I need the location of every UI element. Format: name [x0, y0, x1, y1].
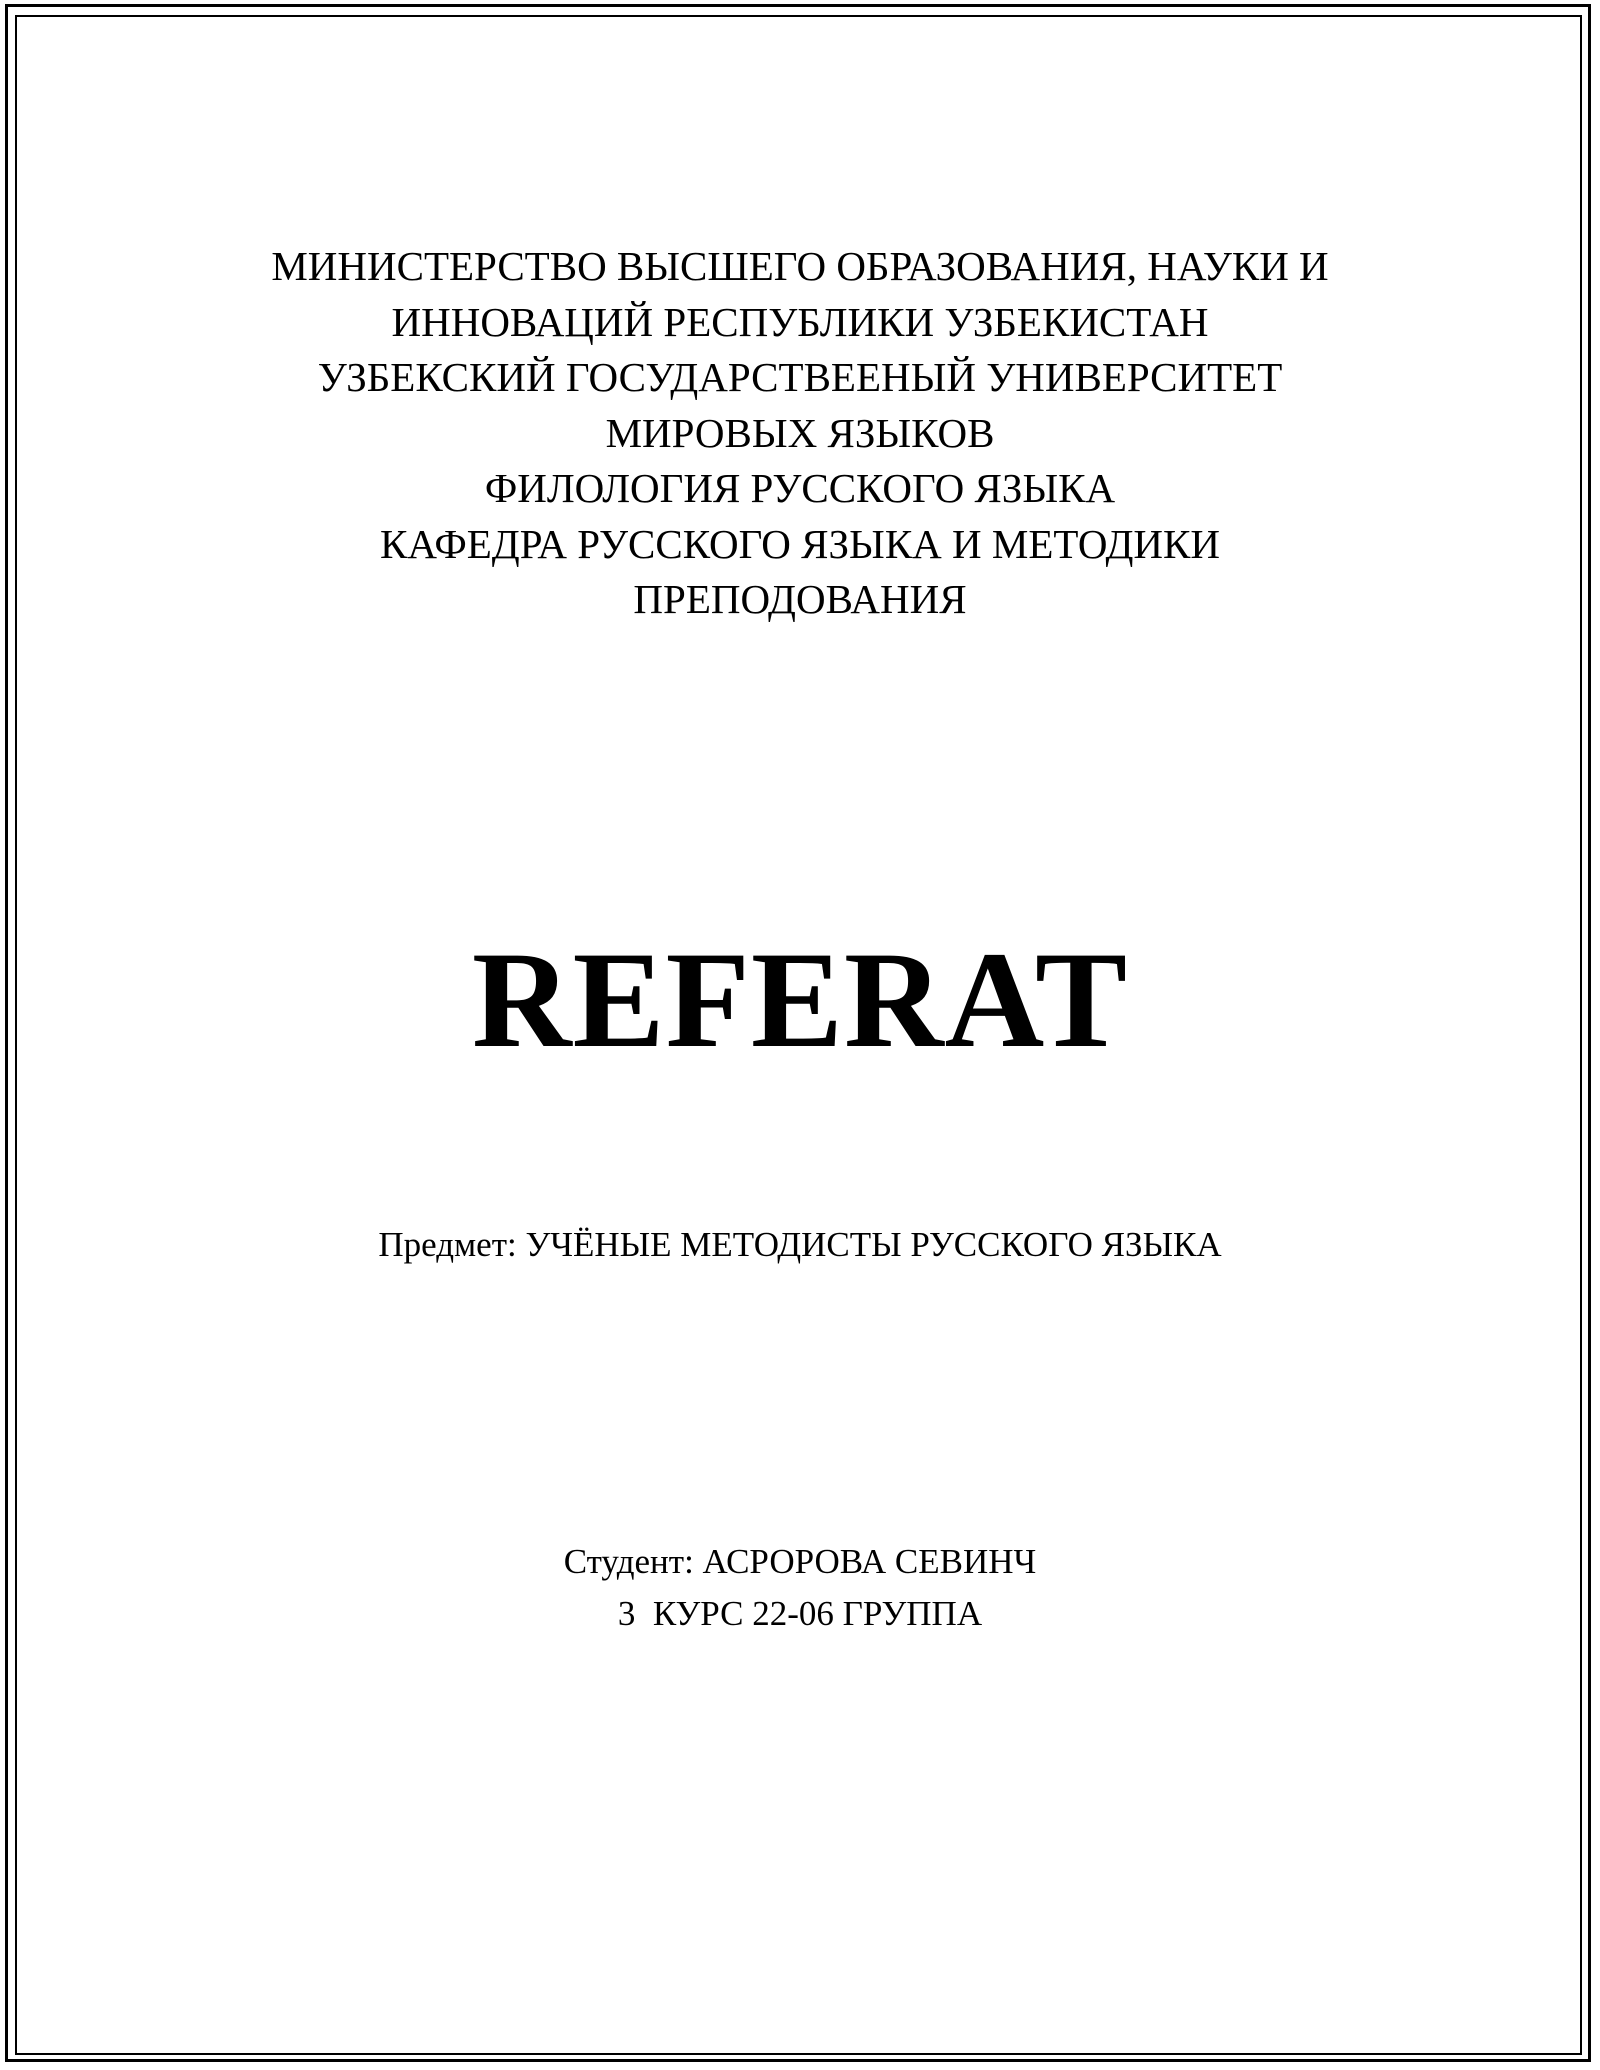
header-line-university: УЗБЕКСКИЙ ГОСУДАРСТВЕЕНЫЙ УНИВЕРСИТЕТ: [317, 354, 1283, 400]
student-name: Студент: АСРОРОВА СЕВИНЧ: [563, 1542, 1037, 1581]
institution-header: [0, 239, 1600, 628]
student-group: 3 КУРС 22-06 ГРУППА: [617, 1594, 983, 1633]
header-line-department: КАФЕДРА РУССКОГО ЯЗЫКА И МЕТОДИКИ: [380, 520, 1220, 567]
student-info: [0, 1536, 1600, 1640]
header-line-university-cont: МИРОВЫХ ЯЗЫКОВ: [605, 409, 995, 456]
subject-label: Предмет:: [378, 1225, 517, 1264]
header-line-department-cont: ПРЕПОДОВАНИЯ: [633, 576, 967, 622]
document-title: REFERAT: [471, 923, 1129, 1076]
header-line-ministry: МИНИСТЕРСТВО ВЫСШЕГО ОБРАЗОВАНИЯ, НАУКИ И: [271, 243, 1329, 289]
subject-line: [0, 1220, 1600, 1270]
subject-value: УЧЁНЫЕ МЕТОДИСТЫ РУССКОГО ЯЗЫКА: [525, 1225, 1222, 1264]
header-line-faculty: ФИЛОЛОГИЯ РУССКОГО ЯЗЫКА: [484, 465, 1116, 511]
header-line-republic: ИННОВАЦИЙ РЕСПУБЛИКИ УЗБЕКИСТАН: [391, 298, 1209, 345]
